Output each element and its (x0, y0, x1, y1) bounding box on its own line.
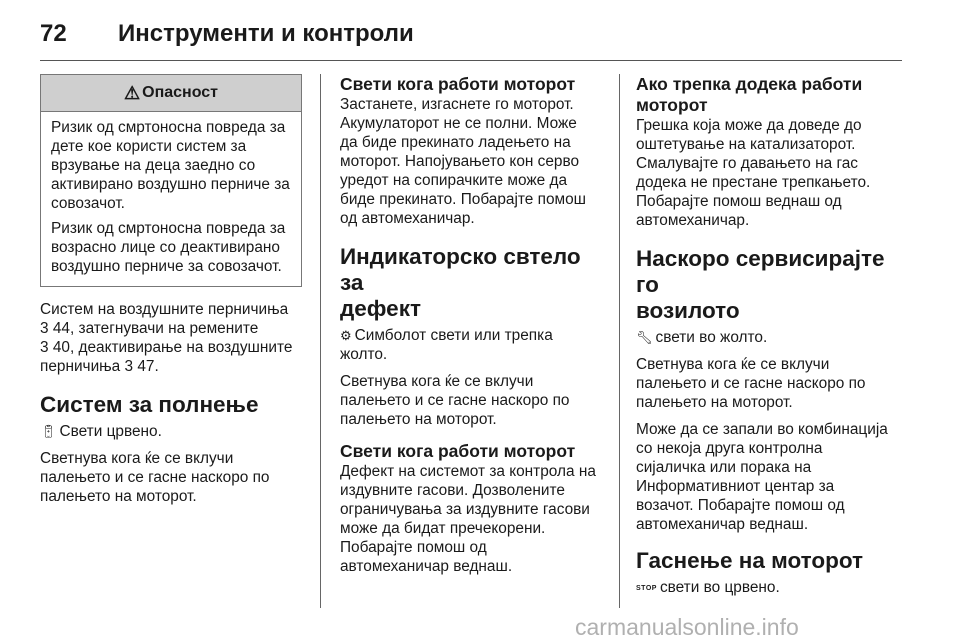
warning-triangle-icon: ⚠ (123, 82, 141, 103)
battery-icon: 🔋︎ (40, 424, 57, 439)
watermark: carmanualsonline.info (575, 614, 799, 640)
column-divider-1 (320, 74, 321, 608)
column-2 (340, 74, 606, 584)
column-1 (40, 74, 304, 514)
engine-running-heading-2: Свети кога работи моторот (340, 441, 576, 461)
service-icon-line: 🔧︎ свети во жолто. (636, 329, 768, 346)
engine-running-heading: Свети кога работи моторот (340, 74, 576, 94)
airbag-references: Систем на воздушните перничиња 3 44, затегнувачи на ремените 3 40, деактивирање на воздушните перничиња 3 47. (40, 301, 293, 375)
danger-paragraph: Ризик од смртоносна повреда за дете кое користи систем за врзување на деца заедно со активирано воздушно перниче за совозачот. (51, 119, 290, 212)
danger-box (40, 74, 302, 287)
malfunction-heading: Индикаторско свтело за дефект (340, 244, 581, 321)
page-title: Инструменти и контроли (118, 20, 414, 47)
service-body-1: Светнува кога ќе се вклучи палењето и се гасне наскоро по палењето на моторот. (636, 356, 866, 411)
stop-icon-line: STOP свети во црвено. (636, 579, 780, 596)
column-divider-2 (619, 74, 620, 608)
stop-heading: Гаснење на моторот (636, 548, 864, 573)
header-rule (40, 60, 902, 61)
service-heading: Наскоро сервисирајте го возилото (636, 246, 885, 323)
danger-title: Опасност (142, 84, 218, 101)
engine-running-body-2: Дефект на системот за контрола на издувните гасови. Дозволените ограничувања за издувните гасови може да бидат пречекорени. Побарајте помош од автомеханичар веднаш. (340, 463, 596, 575)
stop-icon: STOP (636, 585, 657, 592)
charging-body: Светнува кога ќе се вклучи палењето и се гасне наскоро по палењето на моторот. (40, 450, 270, 505)
danger-paragraph: Ризик од смртоносна повреда за возрасно лице со деактивирано воздушно перниче за совозачот. (51, 220, 286, 275)
charging-system-heading: Систем за полнење (40, 392, 259, 417)
malfunction-icon-line: ⚙ Симболот свети или трепка жолто. (340, 327, 553, 363)
service-body-2: Може да се запали во комбинација со некоја друга контролна сијаличка или порака на Информативниот центар за возачот. Побарајте помош од автомеханичар веднаш. (636, 421, 888, 533)
engine-icon: ⚙ (340, 328, 352, 343)
charging-icon-line: 🔋︎ Свети црвено. (40, 423, 162, 440)
danger-box-body (41, 112, 301, 286)
danger-box-header (41, 75, 301, 112)
flashing-body: Грешка која може да доведе до оштетување на катализаторот. Смалувајте го давањето на гас додека не престане трепкањето. Побарајте помош веднаш од автомеханичар. (636, 117, 871, 229)
page-number: 72 (40, 20, 67, 47)
flashing-heading: Ако трепка додека работи моторот (636, 74, 863, 115)
malfunction-body: Светнува кога ќе се вклучи палењето и се гасне наскоро по палењето на моторот. (340, 373, 570, 428)
engine-running-body: Застанете, изгаснете го моторот. Акумулаторот не се полни. Може да биде прекинато ладењето на моторот. Напојувањето кон серво уредот на сопирачките може да биде прекинато. Побарајте помош од автомеханичар. (340, 96, 586, 227)
wrench-car-icon: 🔧︎ (636, 330, 653, 345)
column-3 (636, 74, 906, 606)
